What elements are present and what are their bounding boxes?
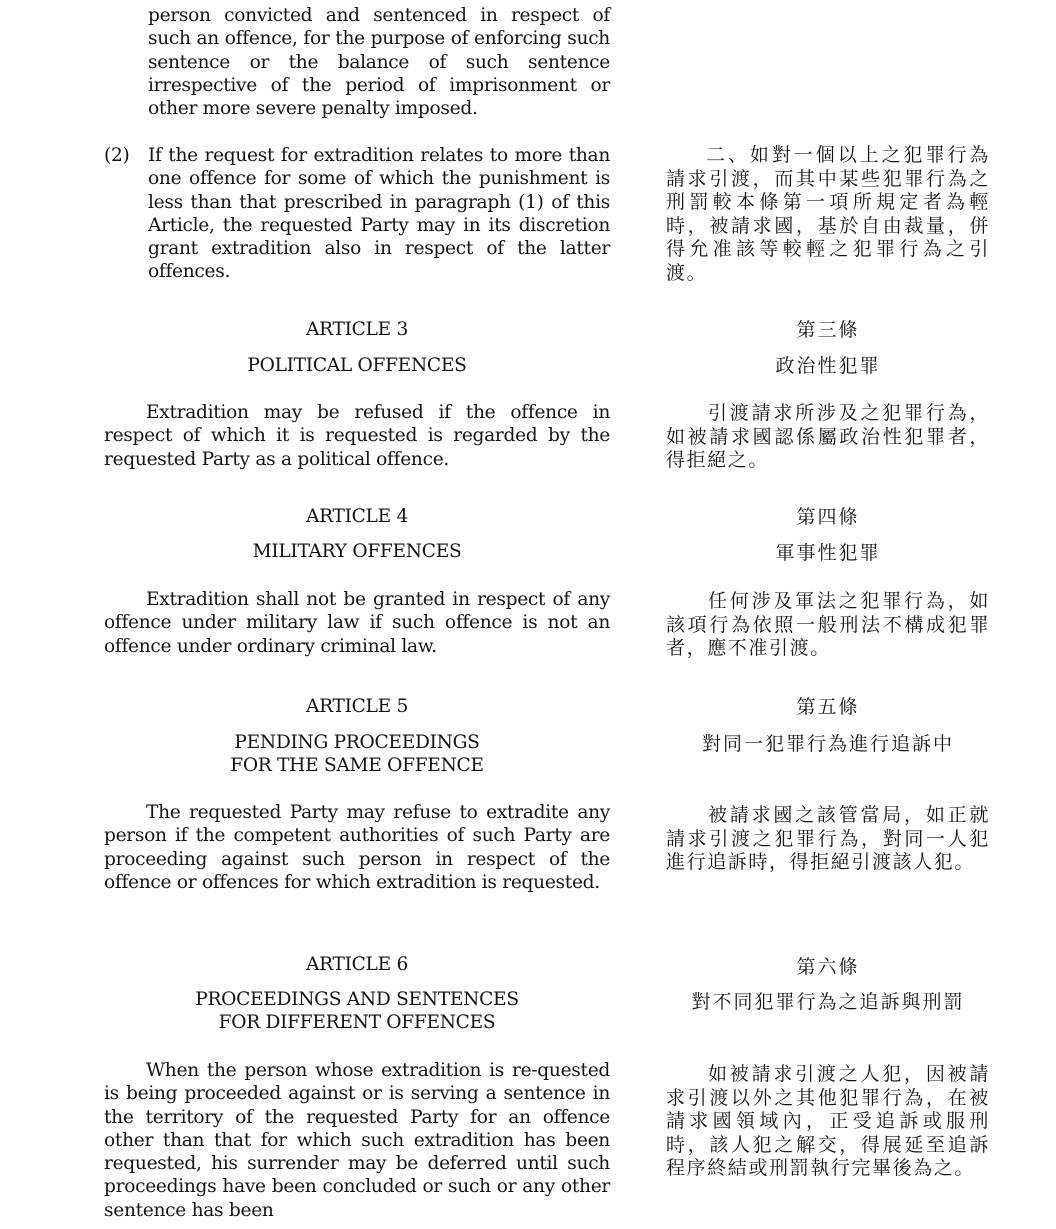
english-continuation-paragraph: person convicted and sentenced in respect of such an offence, for the purpose of enforcing such sentence or the balance of such sentence irrespective of the period of imprisonment or other more severe penalty imposed. bbox=[148, 5, 610, 120]
article-5-heading: ARTICLE 5 bbox=[305, 696, 409, 717]
article-5-body: The requested Party may refuse to extradite any person if the competent authorities of such Party are proceeding against such person in respect of the offence or offences for which extradition is requested. bbox=[104, 802, 610, 893]
article-6-heading: ARTICLE 6 bbox=[305, 954, 409, 975]
chinese-article-3-heading: 第三條 bbox=[796, 319, 860, 341]
article-3-title: POLITICAL OFFENCES bbox=[247, 355, 467, 376]
article-5-title-line-2: FOR THE SAME OFFENCE bbox=[230, 755, 484, 776]
chinese-article-5-body: 被請求國之該管當局，如正就請求引渡之犯罪行為，對同一人犯進行追訴時，得拒絕引渡該人犯。 bbox=[666, 804, 990, 874]
chinese-paragraph-2: 二、如對一個以上之犯罪行為請求引渡，而其中某些犯罪行為之刑罰較本條第一項所規定者為輕時，被請求國，基於自由裁量，併得允准該等較輕之犯罪行為之引渡。 bbox=[666, 144, 990, 284]
chinese-article-3-body: 引渡請求所涉及之犯罪行為，如被請求國認係屬政治性犯罪者，得拒絕之。 bbox=[666, 402, 990, 472]
chinese-article-4-body: 任何涉及軍法之犯罪行為，如該項行為依照一般刑法不構成犯罪者，應不准引渡。 bbox=[666, 590, 990, 660]
chinese-article-5-heading: 第五條 bbox=[796, 696, 860, 718]
article-4-heading: ARTICLE 4 bbox=[305, 506, 409, 527]
article-3-heading: ARTICLE 3 bbox=[305, 319, 409, 340]
article-4-title: MILITARY OFFENCES bbox=[252, 541, 462, 562]
chinese-article-6-title: 對不同犯罪行為之追訴與刑罰 bbox=[691, 991, 965, 1013]
article-5-title-line-1: PENDING PROCEEDINGS bbox=[234, 732, 480, 753]
article-6-body: When the person whose extradition is re-quested is being proceeded against or is serving a sentence in the territory of the requested Party for an offence other than that for which such extradition has been requested, his surrender may be deferred until such proceedings have been concluded or such or any other sentence has been bbox=[104, 1060, 610, 1221]
article-4-body: Extradition shall not be granted in respect of any offence under military law if such offence is not an offence under ordinary criminal law. bbox=[104, 589, 610, 657]
chinese-article-4-title: 軍事性犯罪 bbox=[775, 542, 881, 564]
paragraph-number: (2) bbox=[104, 145, 130, 166]
chinese-article-4-heading: 第四條 bbox=[796, 506, 860, 528]
chinese-article-3-title: 政治性犯罪 bbox=[775, 355, 881, 377]
article-6-title-line-1: PROCEEDINGS AND SENTENCES bbox=[195, 989, 519, 1010]
chinese-article-6-heading: 第六條 bbox=[796, 956, 860, 978]
chinese-article-5-title: 對同一犯罪行為進行追訴中 bbox=[701, 733, 954, 755]
article-6-title-line-2: FOR DIFFERENT OFFENCES bbox=[218, 1012, 496, 1033]
article-3-body: Extradition may be refused if the offence in respect of which it is requested is regarded by the requested Party as a political offence. bbox=[104, 402, 610, 470]
english-paragraph-2 bbox=[104, 144, 610, 284]
paragraph-2-text: If the request for extradition relates to more than one offence for some of which the punishment is less than that prescribed in paragraph (1) of this Article, the requested Party may in its discretion grant extradition also in respect of the latter offences. bbox=[148, 145, 610, 283]
chinese-article-6-body: 如被請求引渡之人犯，因被請求引渡以外之其他犯罪行為，在被請求國領域內，正受追訴或服刑時，該人犯之解交，得展延至追訴程序終結或刑罰執行完畢後為之。 bbox=[666, 1063, 990, 1180]
